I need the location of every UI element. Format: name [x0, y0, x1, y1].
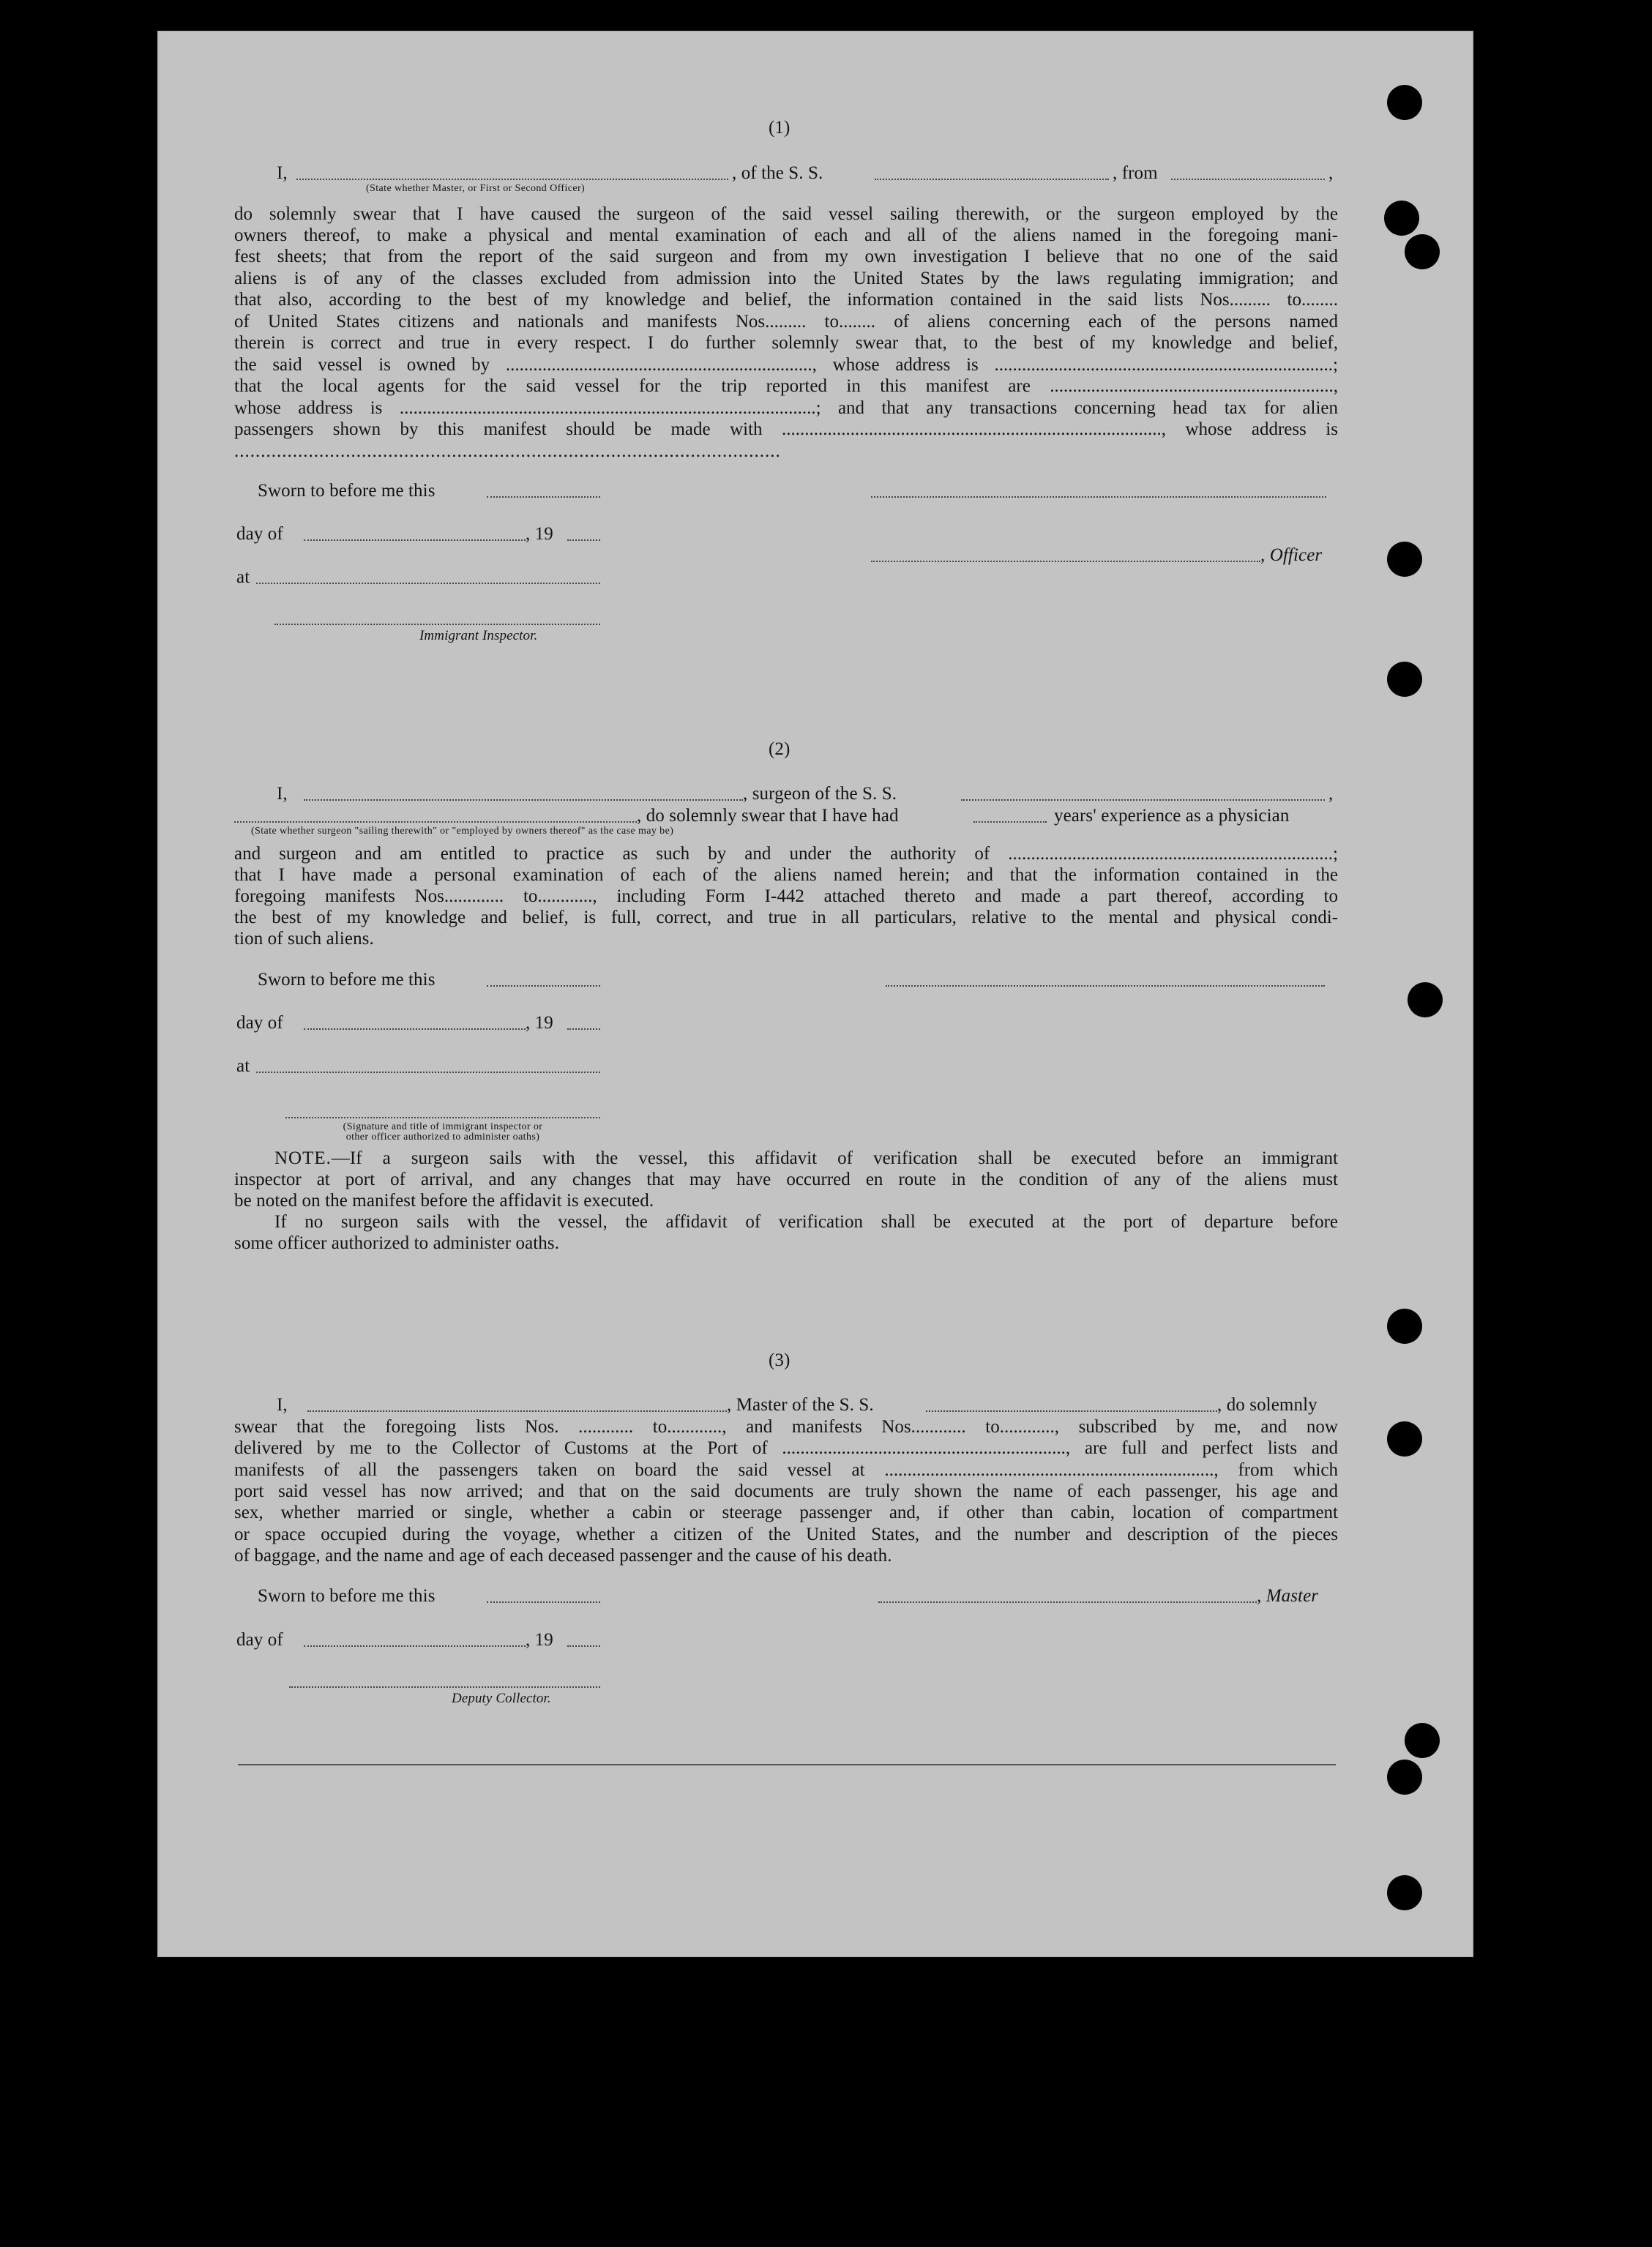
- note-line: inspector at port of arrival, and any changes that may have occurred en route in the condition of any of the aliens must: [234, 1170, 1338, 1189]
- section-2-line: tion of such aliens.: [234, 929, 374, 949]
- section-1-line: therein is correct and true in every respect. I do further solemnly swear that, to the best of my knowledge and belief,: [234, 333, 1338, 353]
- officer-label: , Officer: [1260, 545, 1323, 565]
- section-1-line: whose address is ...........................................................................................; and that any transactions concerning head tax for alien: [234, 398, 1338, 418]
- note-text: —If a surgeon sails with the vessel, this affidavit of verification shall be executed before an immigrant: [331, 1148, 1338, 1168]
- section-2-line: the best of my knowledge and belief, is full, correct, and true in all particulars, relative to the mental and physical condi-: [234, 908, 1338, 927]
- surgeon-signature-field[interactable]: [886, 985, 1325, 987]
- place-field[interactable]: [256, 583, 600, 584]
- section-3-line: port said vessel has now arrived; and that on the said documents are truly shown the name of each passenger, his age and: [234, 1481, 1338, 1501]
- section-1-line: owners thereof, to make a physical and mental examination of each and all of the aliens named in the foregoing mani-: [234, 225, 1338, 245]
- section-3-line: or space occupied during the voyage, whether a citizen of the United States, and the number and description of the pieces: [234, 1525, 1338, 1544]
- officer-title-field[interactable]: [296, 179, 728, 180]
- section-3-number: (3): [769, 1350, 791, 1370]
- punch-hole: [1384, 201, 1419, 236]
- month-field[interactable]: [304, 539, 526, 541]
- vessel-name-field[interactable]: [961, 799, 1325, 801]
- sworn-text: Sworn to before me this: [258, 481, 436, 501]
- punch-hole: [1408, 982, 1443, 1017]
- at-text: at: [236, 567, 250, 587]
- sworn-text: Sworn to before me this: [258, 970, 436, 990]
- text-of-ss: , of the S. S.: [732, 163, 823, 183]
- section-2-line: foregoing manifests Nos............. to............, including Form I-442 attached thereto and made a part thereof, according to: [234, 886, 1338, 906]
- text-surgeon-of: , surgeon of the S. S.: [743, 784, 897, 804]
- sworn-date-field[interactable]: [487, 496, 600, 498]
- year-field[interactable]: [567, 539, 600, 541]
- from-port-field[interactable]: [1171, 179, 1325, 180]
- officer-signature-field[interactable]: [871, 496, 1326, 498]
- note-line: be noted on the manifest before the affidavit is executed.: [234, 1191, 654, 1211]
- year-text: , 19: [526, 1630, 553, 1650]
- surgeon-status-field[interactable]: [234, 821, 637, 823]
- month-field[interactable]: [304, 1028, 526, 1030]
- officer-caption: (State whether Master, or First or Second Officer): [366, 183, 586, 194]
- text-from: , from: [1113, 163, 1158, 183]
- text-solemnly: , do solemnly: [1217, 1395, 1318, 1415]
- punch-hole: [1405, 234, 1440, 269]
- surgeon-name-field[interactable]: [304, 799, 743, 801]
- officer-title-sign-field[interactable]: [871, 561, 1260, 562]
- section-3-line: sex, whether married or single, whether a cabin or steerage passenger and, if other than cabin, location of compartment: [234, 1503, 1338, 1522]
- at-text: at: [236, 1056, 250, 1076]
- inspector-label: Immigrant Inspector.: [419, 628, 538, 643]
- text-comma: ,: [1328, 784, 1334, 804]
- punch-hole: [1387, 1309, 1422, 1344]
- section-2-number: (2): [769, 739, 791, 759]
- note-label: NOTE.: [274, 1148, 332, 1168]
- place-field[interactable]: [256, 1072, 600, 1073]
- punch-hole: [1387, 85, 1422, 120]
- surgeon-caption: (State whether surgeon "sailing therewith" or "employed by owners thereof" as the case may be): [251, 826, 674, 837]
- section-1-line: that the local agents for the said vessel for the trip reported in this manifest are ..............................................................,: [234, 376, 1338, 396]
- year-field[interactable]: [567, 1645, 600, 1647]
- punch-hole: [1387, 1760, 1422, 1795]
- day-of-text: day of: [236, 1630, 283, 1650]
- section-1-line: .......................................................................................................: [234, 441, 781, 461]
- year-field[interactable]: [567, 1028, 600, 1030]
- collector-signature-field[interactable]: [289, 1686, 600, 1688]
- year-text: , 19: [526, 524, 553, 544]
- section-1-number: (1): [769, 118, 791, 138]
- sworn-date-field[interactable]: [487, 985, 600, 987]
- punch-hole: [1387, 542, 1422, 577]
- vessel-name-field[interactable]: [875, 179, 1109, 180]
- punch-hole: [1405, 1723, 1440, 1758]
- text-swear: , do solemnly swear that I have had: [637, 806, 899, 826]
- note-line: If no surgeon sails with the vessel, the affidavit of verification shall be executed at the port of departure before: [274, 1212, 1338, 1232]
- sworn-date-field[interactable]: [487, 1601, 600, 1603]
- collector-label: Deputy Collector.: [452, 1691, 551, 1706]
- section-2-line: that I have made a personal examination of each of the aliens named herein; and that the information contained in the: [234, 865, 1338, 885]
- text-i: I,: [277, 1395, 288, 1415]
- vessel-name-field[interactable]: [926, 1410, 1217, 1412]
- note-line: some officer authorized to administer oaths.: [234, 1233, 560, 1253]
- section-1-line: of United States citizens and nationals and manifests Nos......... to........ of aliens concerning each of the persons named: [234, 312, 1338, 332]
- form-page: [157, 31, 1473, 1957]
- text-experience: years' experience as a physician: [1054, 806, 1290, 826]
- text-i: I,: [277, 784, 288, 804]
- years-field[interactable]: [973, 821, 1047, 823]
- text-i: I,: [277, 163, 288, 183]
- section-1-line: passengers shown by this manifest should be made with ..................................................................................., whose address is: [234, 419, 1338, 439]
- bottom-rule: [238, 1764, 1336, 1765]
- section-3-line: swear that the foregoing lists Nos. ............ to............, and manifests Nos............ to............, subscribed by me, and now: [234, 1417, 1338, 1437]
- section-2-line: and surgeon and am entitled to practice as such by and under the authority of .......................................................................;: [234, 844, 1338, 864]
- punch-hole: [1387, 662, 1422, 697]
- master-signature-field[interactable]: [878, 1601, 1257, 1603]
- section-1-line: that also, according to the best of my knowledge and belief, the information contained in the said lists Nos......... to........: [234, 290, 1338, 310]
- note-line: [274, 1148, 1338, 1170]
- signature-caption: other officer authorized to administer oaths): [345, 1132, 540, 1143]
- section-3-line: manifests of all the passengers taken on board the said vessel at ........................................................................, from which: [234, 1460, 1338, 1480]
- inspector-signature-field[interactable]: [274, 624, 600, 625]
- master-label: , Master: [1257, 1586, 1319, 1606]
- section-1-line: the said vessel is owned by ..................................................................., whose address is ..........................................................................;: [234, 355, 1338, 375]
- section-3-line: of baggage, and the name and age of each deceased passenger and the cause of his death.: [234, 1546, 892, 1566]
- signature-caption: (Signature and title of immigrant inspector or: [343, 1121, 543, 1132]
- month-field[interactable]: [304, 1645, 526, 1647]
- inspector-signature-field[interactable]: [285, 1117, 600, 1118]
- day-of-text: day of: [236, 1013, 283, 1033]
- text-master-of: , Master of the S. S.: [727, 1395, 874, 1415]
- punch-hole: [1387, 1421, 1422, 1457]
- section-1-line: aliens is of any of the classes excluded from admission into the United States by the laws regulating immigration; and: [234, 269, 1338, 288]
- year-text: , 19: [526, 1013, 553, 1033]
- day-of-text: day of: [236, 524, 283, 544]
- sworn-text: Sworn to before me this: [258, 1586, 436, 1606]
- section-1-line: fest sheets; that from the report of the said surgeon and from my own investigation I believe that no one of the said: [234, 247, 1338, 266]
- master-name-field[interactable]: [307, 1410, 727, 1412]
- section-1-line: do solemnly swear that I have caused the surgeon of the said vessel sailing therewith, or the surgeon employed by the: [234, 204, 1338, 224]
- section-3-line: delivered by me to the Collector of Customs at the Port of .............................................................., are full and perfect lists and: [234, 1438, 1338, 1458]
- punch-hole: [1387, 1875, 1422, 1910]
- text-comma: ,: [1328, 163, 1334, 183]
